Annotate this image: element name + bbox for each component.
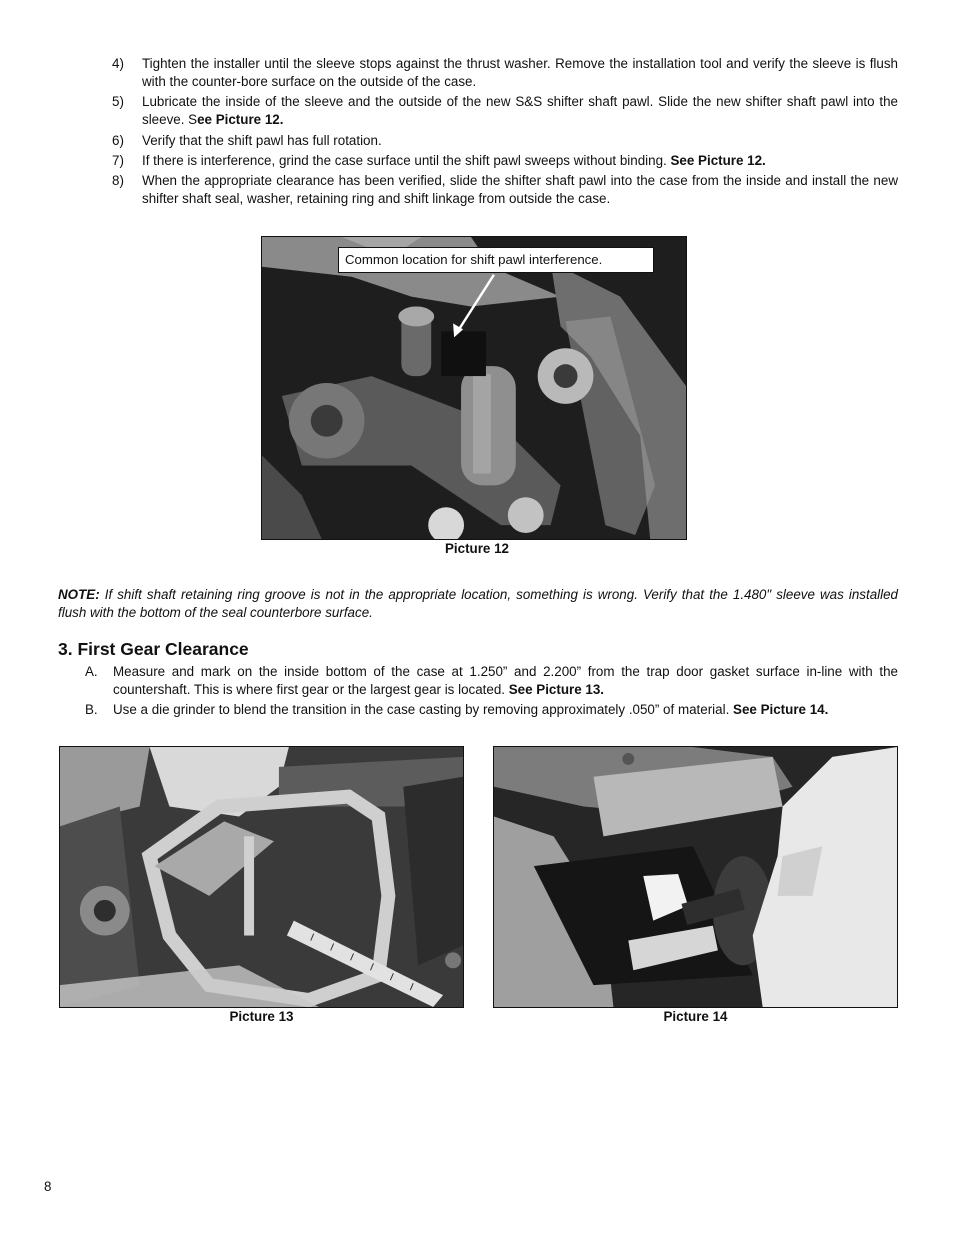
picture-13 — [59, 746, 464, 1008]
interference-callout: Common location for shift pawl interference. — [338, 247, 654, 273]
picture-reference: ee Picture 12. — [197, 112, 284, 128]
picture-reference: See Picture 14. — [733, 702, 829, 717]
die-grinder-photo — [494, 747, 897, 1007]
step-text: When the appropriate clearance has been verified, slide the shifter shaft pawl into the case from the inside and install the new shifter shaft seal, washer, retaining ring and shift linkage from outside the case. — [142, 173, 898, 207]
picture-12-caption: Picture 12 — [444, 541, 509, 556]
note-label: NOTE: — [58, 587, 100, 602]
step-number: 6) — [112, 133, 124, 148]
step-text: Tighten the installer until the sleeve stops against the thrust washer. Remove the installation tool and verify the sleeve is flush with the counter-bore surface on the outside of the case. — [142, 56, 898, 90]
step-5 — [112, 93, 898, 130]
substep-text: Use a die grinder to blend the transition in the case casting by removing approximately .050” of material. — [113, 702, 730, 717]
substep-a — [85, 663, 898, 700]
step-8 — [112, 172, 898, 209]
step-number: 4) — [112, 56, 124, 71]
picture-14 — [493, 746, 898, 1008]
substep-letter: B. — [85, 702, 98, 717]
section-title: 3. First Gear Clearance — [58, 639, 249, 659]
picture-14-caption: Picture 14 — [663, 1009, 728, 1024]
note-text: If shift shaft retaining ring groove is not in the appropriate location, something is wrong. Verify that the 1.480" sleeve was installed flush with the bottom of the seal counterbore surface. — [58, 587, 898, 621]
step-text: Verify that the shift pawl has full rotation. — [142, 133, 382, 148]
step-text: If there is interference, grind the case surface until the shift pawl sweeps without binding. — [142, 153, 667, 168]
picture-12 — [261, 236, 687, 540]
picture-reference: See Picture 13. — [508, 682, 605, 698]
substep-b — [85, 701, 898, 719]
step-4 — [112, 55, 898, 92]
step-number: 8) — [112, 173, 124, 188]
note — [58, 586, 898, 623]
step-6 — [112, 132, 898, 150]
substep-text: Measure and mark on the inside bottom of the case at 1.250” and 2.200” from the trap door gasket surface in-line with the countershaft. This is where first gear or the largest gear is located. — [113, 664, 898, 698]
step-text: Lubricate the inside of the sleeve and the outside of the new S&S shifter shaft pawl. Slide the new shifter shaft pawl into the sleeve. S — [142, 94, 898, 128]
page-number: 8 — [44, 1179, 52, 1194]
substep-letter: A. — [85, 664, 98, 679]
step-number: 5) — [112, 94, 124, 109]
step-number: 7) — [112, 153, 124, 168]
picture-13-caption: Picture 13 — [229, 1009, 294, 1024]
step-7 — [112, 152, 898, 170]
measurement-photo — [60, 747, 463, 1007]
shift-pawl-photo — [262, 237, 686, 539]
picture-reference: See Picture 12. — [670, 153, 766, 168]
